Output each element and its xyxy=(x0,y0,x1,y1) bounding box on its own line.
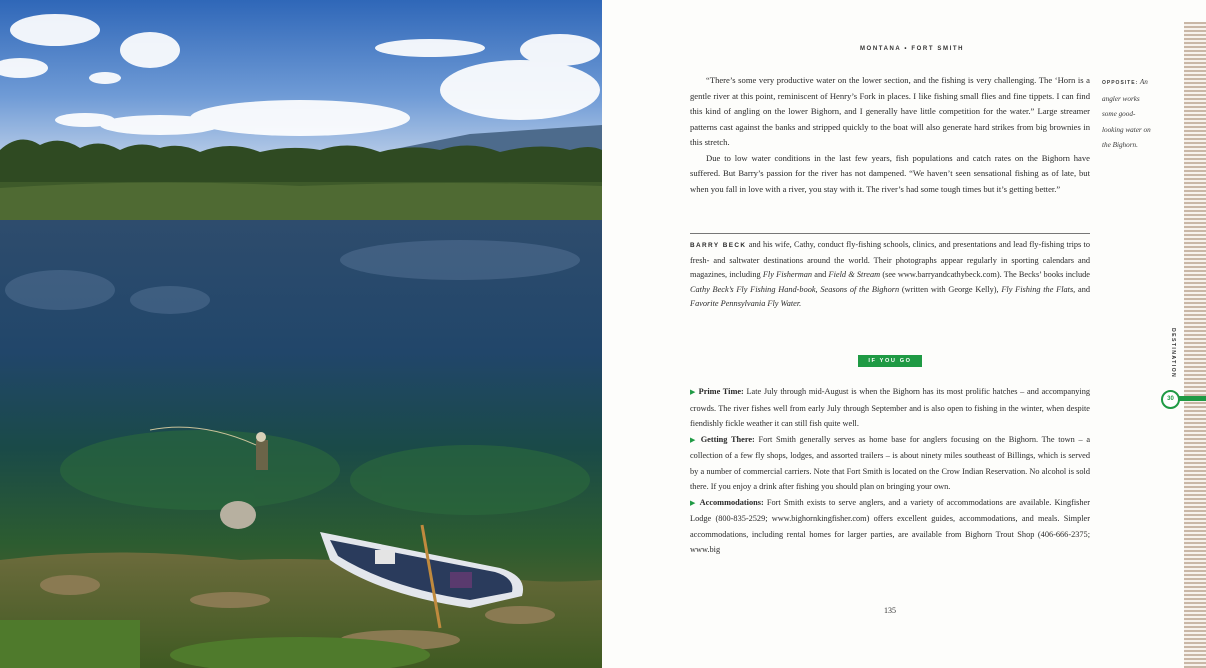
info-label: Prime Time: xyxy=(698,387,744,396)
section-tab-label: DESTINATION xyxy=(1170,327,1176,379)
info-label: Getting There: xyxy=(700,434,755,444)
paragraph: “There’s some very productive water on the lower section, and the fishing is very challenging. The ‘Horn is a gentle river at this point, reminiscent of Henry’s Fork in places. I like fishing small flies and fine tippets. I can find this kind of angling on the lower Bighorn, and I generally have little competition for the water.” Large streamer patterns cast against the banks and stripped quickly to the boat will also generate hard strikes from big brownies in this stretch. xyxy=(690,75,1090,147)
page-number: 135 xyxy=(884,606,896,615)
travel-info xyxy=(690,384,1090,558)
paragraph: Due to low water conditions in the last few years, fish populations and catch rates on the Bighorn have suffered. But Barry’s passion for the river has not dampened. “We haven’t seen sensational fishing as of late, but when you fall in love with a river, you stay with it. The river’s had some tough times but it’s getting better.” xyxy=(690,152,1090,194)
info-text: Fort Smith generally serves as home base for anglers focusing on the Bighorn. The town – a collection of a few fly shops, lodges, and assorted trailers – is about ninety miles southeast of Billings, which is served by a number of commercial carriers. Note that Fort Smith is located on the Crow Indian Reservation. No alcohol is sold there. If you enjoy a drink after fishing you should plan on bringing your own. xyxy=(690,434,1091,491)
divider xyxy=(690,233,1090,234)
text-page xyxy=(602,0,1206,668)
author-bio xyxy=(690,238,1090,312)
magazine-title: Field & Stream xyxy=(828,270,881,279)
arrow-icon: ▶ xyxy=(690,388,696,396)
bio-text: (written with George Kelly), xyxy=(899,284,1002,294)
info-item xyxy=(690,432,1090,495)
river-photo xyxy=(0,0,602,668)
bio-text: and his wife, Cathy, conduct fly-fishing schools, clinics, and presentations and lead fly-fishing trips to fresh- and saltwater destinations around the world. Their photographs appear regularly in sporting calendars and magazines, including xyxy=(690,240,1090,279)
running-head: MONTANA • FORT SMITH xyxy=(859,46,965,52)
magazine-title: Fly Fisherman xyxy=(762,270,813,279)
photo-caption xyxy=(1102,75,1154,154)
caption-label: OPPOSITE: xyxy=(1102,80,1139,86)
page-edge xyxy=(1184,22,1206,668)
if-you-go-badge: IF YOU GO xyxy=(858,355,922,367)
info-item xyxy=(690,495,1090,558)
info-text: Fort Smith exists to serve anglers, and a variety of accommodations are available. Kingfisher Lodge (800-835-2529; www.bighornkingfisher.com) offers excellent guides, accommodations, and meals. Simpler accommodations, including rental homes for larger parties, are available from Bighorn Trout Shop (406-666-2375; www.big xyxy=(690,497,1091,554)
book-title: Fly Fishing the Flats, xyxy=(1001,284,1076,294)
info-label: Accommodations: xyxy=(699,497,764,507)
book-title: Favorite Pennsylvania Fly Water. xyxy=(690,299,802,308)
destination-number: 30 xyxy=(1161,390,1180,409)
section-tab-bar xyxy=(1178,396,1206,401)
info-text: Late July through mid-August is when the Bighorn has its most prolific hatches – and accompanying crowds. The river fishes well from early July through September and is also open to fishing in the winter, when despite fiendishly fickle weather it can still fish quite well. xyxy=(690,387,1090,428)
bio-text: and xyxy=(1075,284,1090,294)
author-name: BARRY BECK xyxy=(690,242,747,249)
arrow-icon: ▶ xyxy=(690,498,697,507)
book-title: Cathy Beck’s Fly Fishing Hand-book, Seasons of the Bighorn xyxy=(690,284,900,294)
caption-text: An angler works some good-looking water on the Bighorn. xyxy=(1102,78,1151,149)
info-item xyxy=(690,384,1090,432)
arrow-icon: ▶ xyxy=(690,435,698,444)
bio-text: (see www.barryandcathybeck.com). The Becks’ books include xyxy=(880,270,1090,279)
bio-text: and xyxy=(812,270,829,279)
body-text xyxy=(690,73,1090,197)
